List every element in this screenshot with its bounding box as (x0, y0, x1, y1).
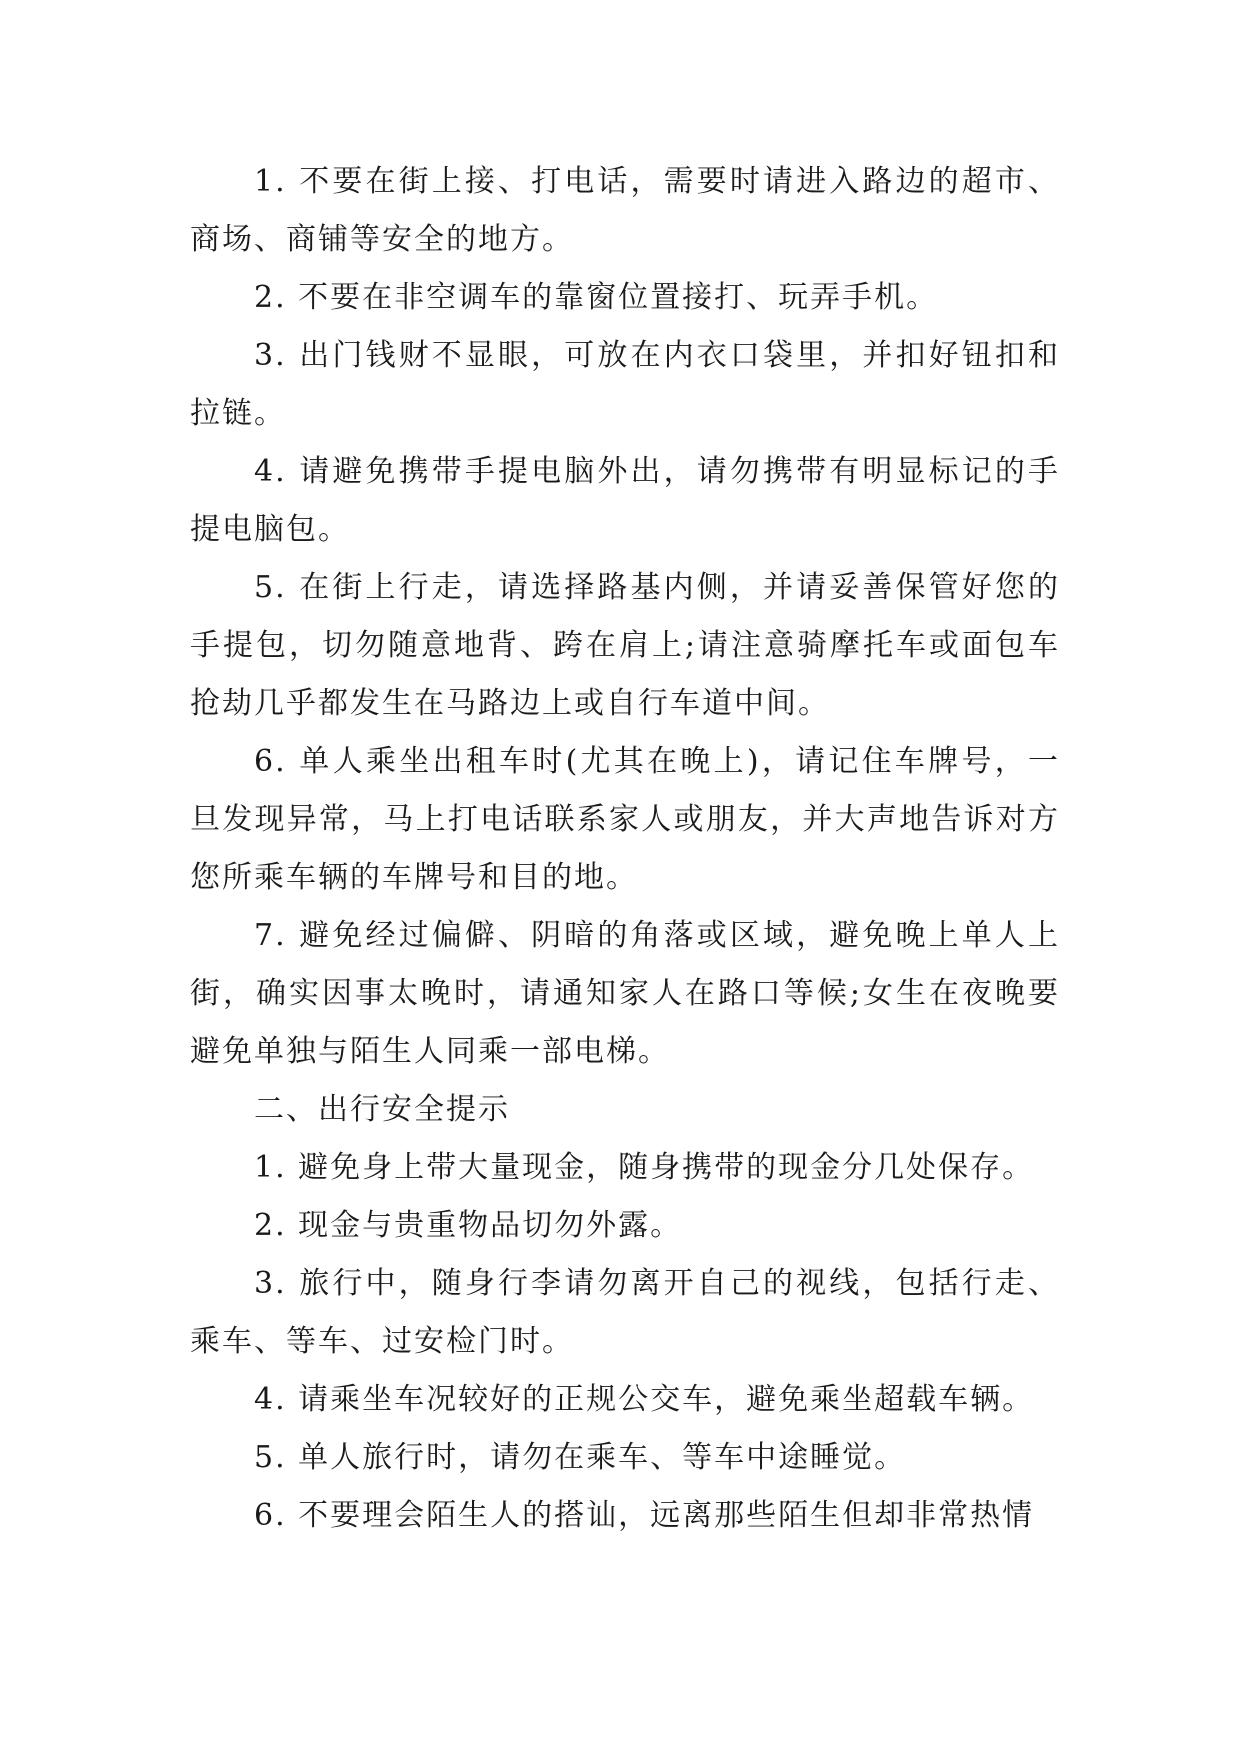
paragraph-s2-5: 5. 单人旅行时，请勿在乘车、等车中途睡觉。 (254, 1440, 907, 1475)
paragraph-s1-5: 5. 在街上行走，请选择路基内侧，并请妥善保管好您的手提包，切勿随意地背、跨在肩上;请注意骑摩托车或面包车抢劫几乎都发生在马路边上或自行车道中间。 (190, 570, 1060, 721)
paragraph-s1-4: 4. 请避免携带手提电脑外出，请勿携带有明显标记的手提电脑包。 (190, 454, 1060, 547)
paragraph-s2-3: 3. 旅行中，随身行李请勿离开自己的视线，包括行走、乘车、等车、过安检门时。 (190, 1266, 1060, 1359)
paragraph-s1-2: 2. 不要在非空调车的靠窗位置接打、玩弄手机。 (254, 280, 939, 315)
paragraph-s2-2: 2. 现金与贵重物品切勿外露。 (254, 1208, 683, 1243)
paragraph-s1-3: 3. 出门钱财不显眼，可放在内衣口袋里，并扣好钮扣和拉链。 (190, 338, 1060, 431)
paragraph-s1-6: 6. 单人乘坐出租车时(尤其在晚上)，请记住车牌号，一旦发现异常，马上打电话联系家人或朋友，并大声地告诉对方您所乘车辆的车牌号和目的地。 (190, 744, 1060, 895)
paragraph-s2-6: 6. 不要理会陌生人的搭讪，远离那些陌生但却非常热情 (254, 1498, 1035, 1533)
section-heading: 二、出行安全提示 (254, 1092, 510, 1127)
paragraph-s2-1: 1. 避免身上带大量现金，随身携带的现金分几处保存。 (254, 1150, 1035, 1185)
paragraph-s2-4: 4. 请乘坐车况较好的正规公交车，避免乘坐超载车辆。 (254, 1382, 1035, 1417)
document-body (190, 153, 1060, 1545)
paragraph-s1-7: 7. 避免经过偏僻、阴暗的角落或区域，避免晚上单人上街，确实因事太晚时，请通知家人在路口等候;女生在夜晚要避免单独与陌生人同乘一部电梯。 (190, 918, 1060, 1069)
paragraph-s1-1: 1. 不要在街上接、打电话，需要时请进入路边的超市、商场、商铺等安全的地方。 (190, 164, 1060, 257)
